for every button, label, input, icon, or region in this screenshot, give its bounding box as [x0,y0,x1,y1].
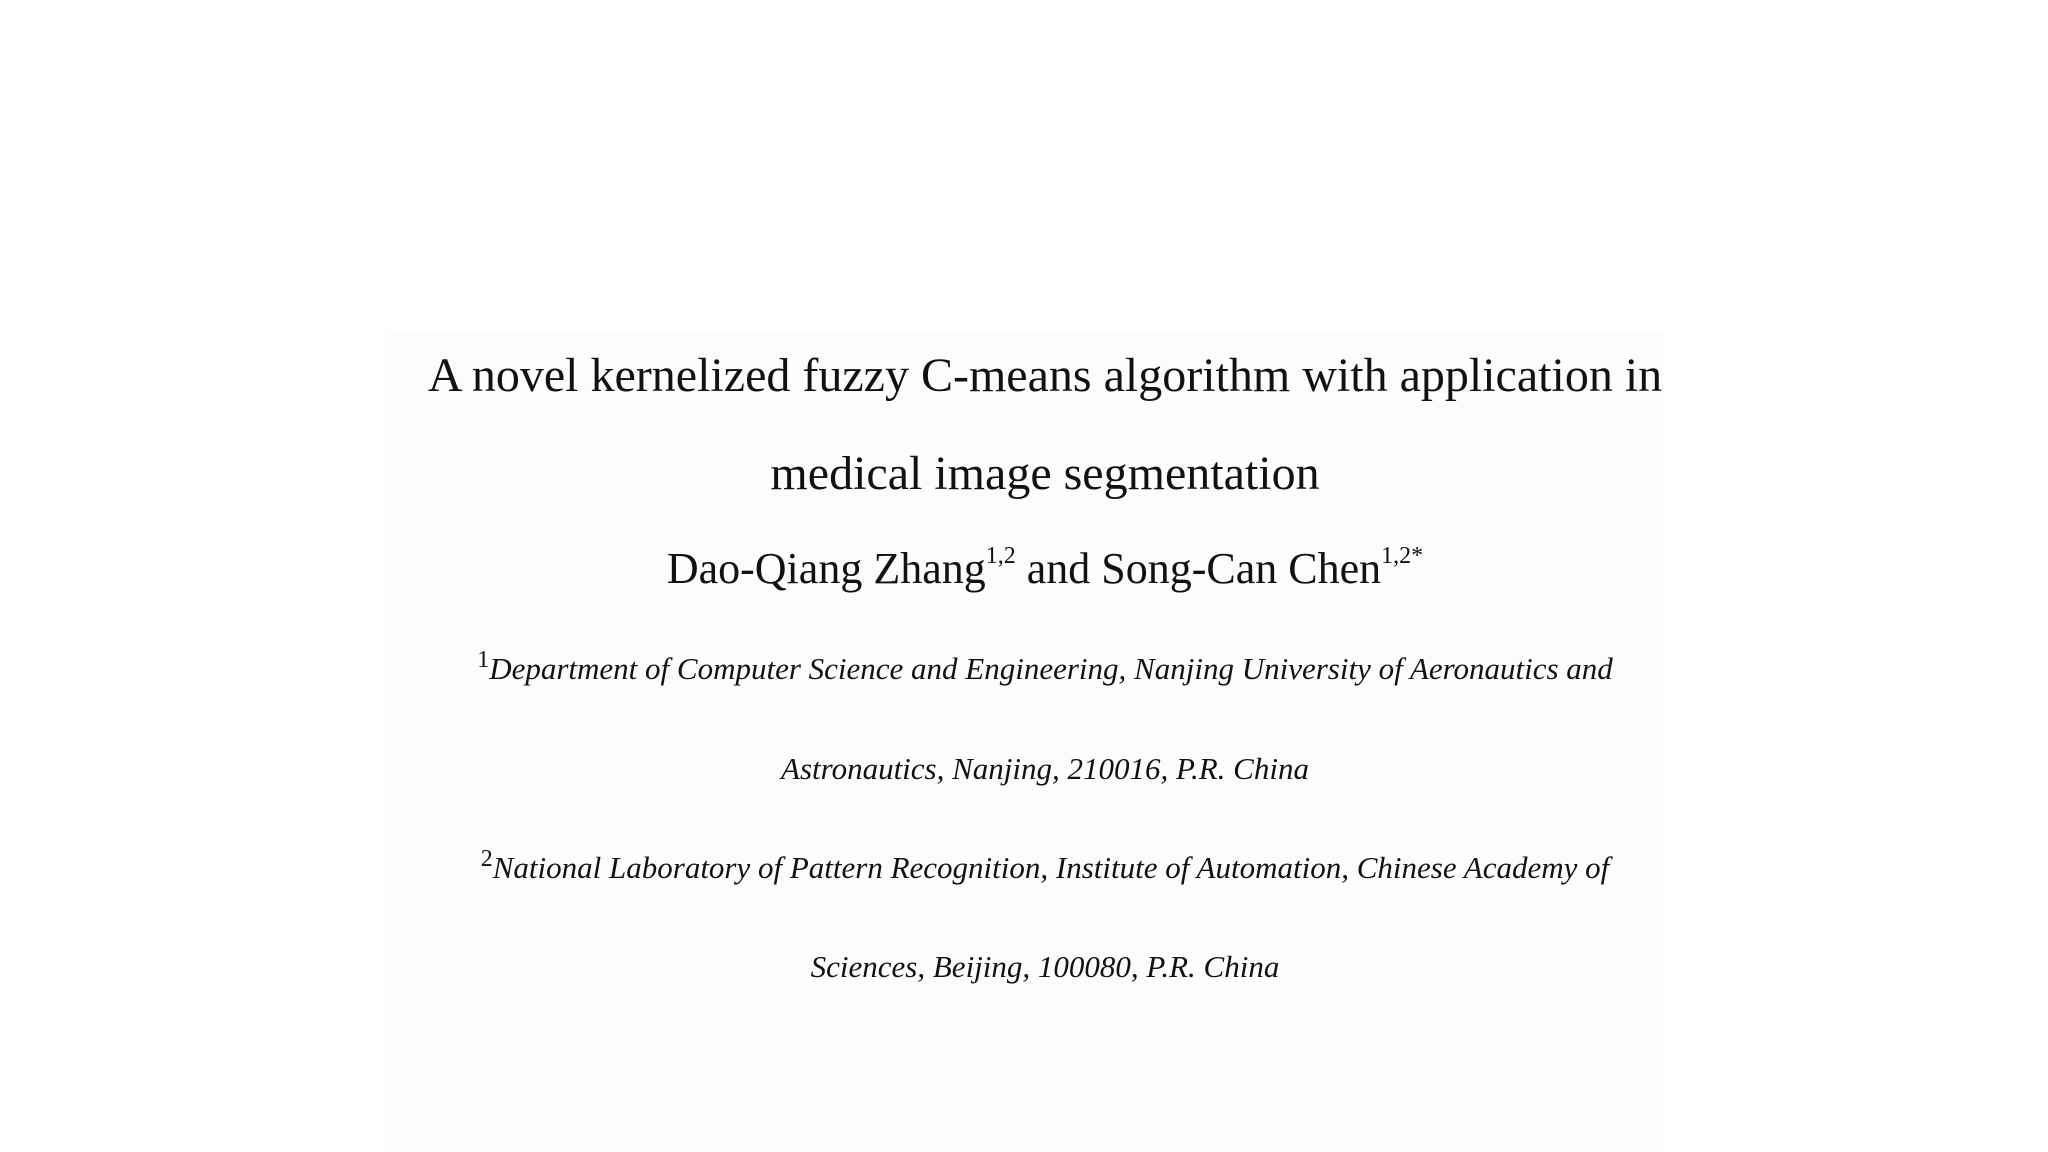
affiliation-2-marker: 2 [480,846,493,872]
author-1-affiliation-marker: 1,2 [985,543,1016,569]
affiliation-2-text-line-2: Sciences, Beijing, 100080, P.R. China [810,949,1280,984]
affiliation-1-line-1 [21,647,2048,687]
affiliation-1-marker: 1 [477,647,490,673]
paper-title-line-1: A novel kernelized fuzzy C-means algorithm with application in [427,349,1663,402]
affiliation-1-text-line-1: Department of Computer Science and Engineering, Nanjing University of Aeronautics and [489,651,1613,686]
affiliation-2-text-line-1: National Laboratory of Pattern Recognition, Institute of Automation, Chinese Academy of [492,850,1610,885]
author-2-name: Song-Can Chen [1101,544,1382,593]
affiliation-2-line-1 [21,846,2048,886]
author-connector: and [1015,544,1102,593]
author-1-name: Dao-Qiang Zhang [666,544,986,593]
author-2-affiliation-marker: 1,2* [1381,543,1424,569]
paper-title-line-2: medical image segmentation [770,447,1320,500]
affiliation-1-text-line-2: Astronautics, Nanjing, 210016, P.R. China [781,751,1309,786]
author-list [21,543,2048,594]
